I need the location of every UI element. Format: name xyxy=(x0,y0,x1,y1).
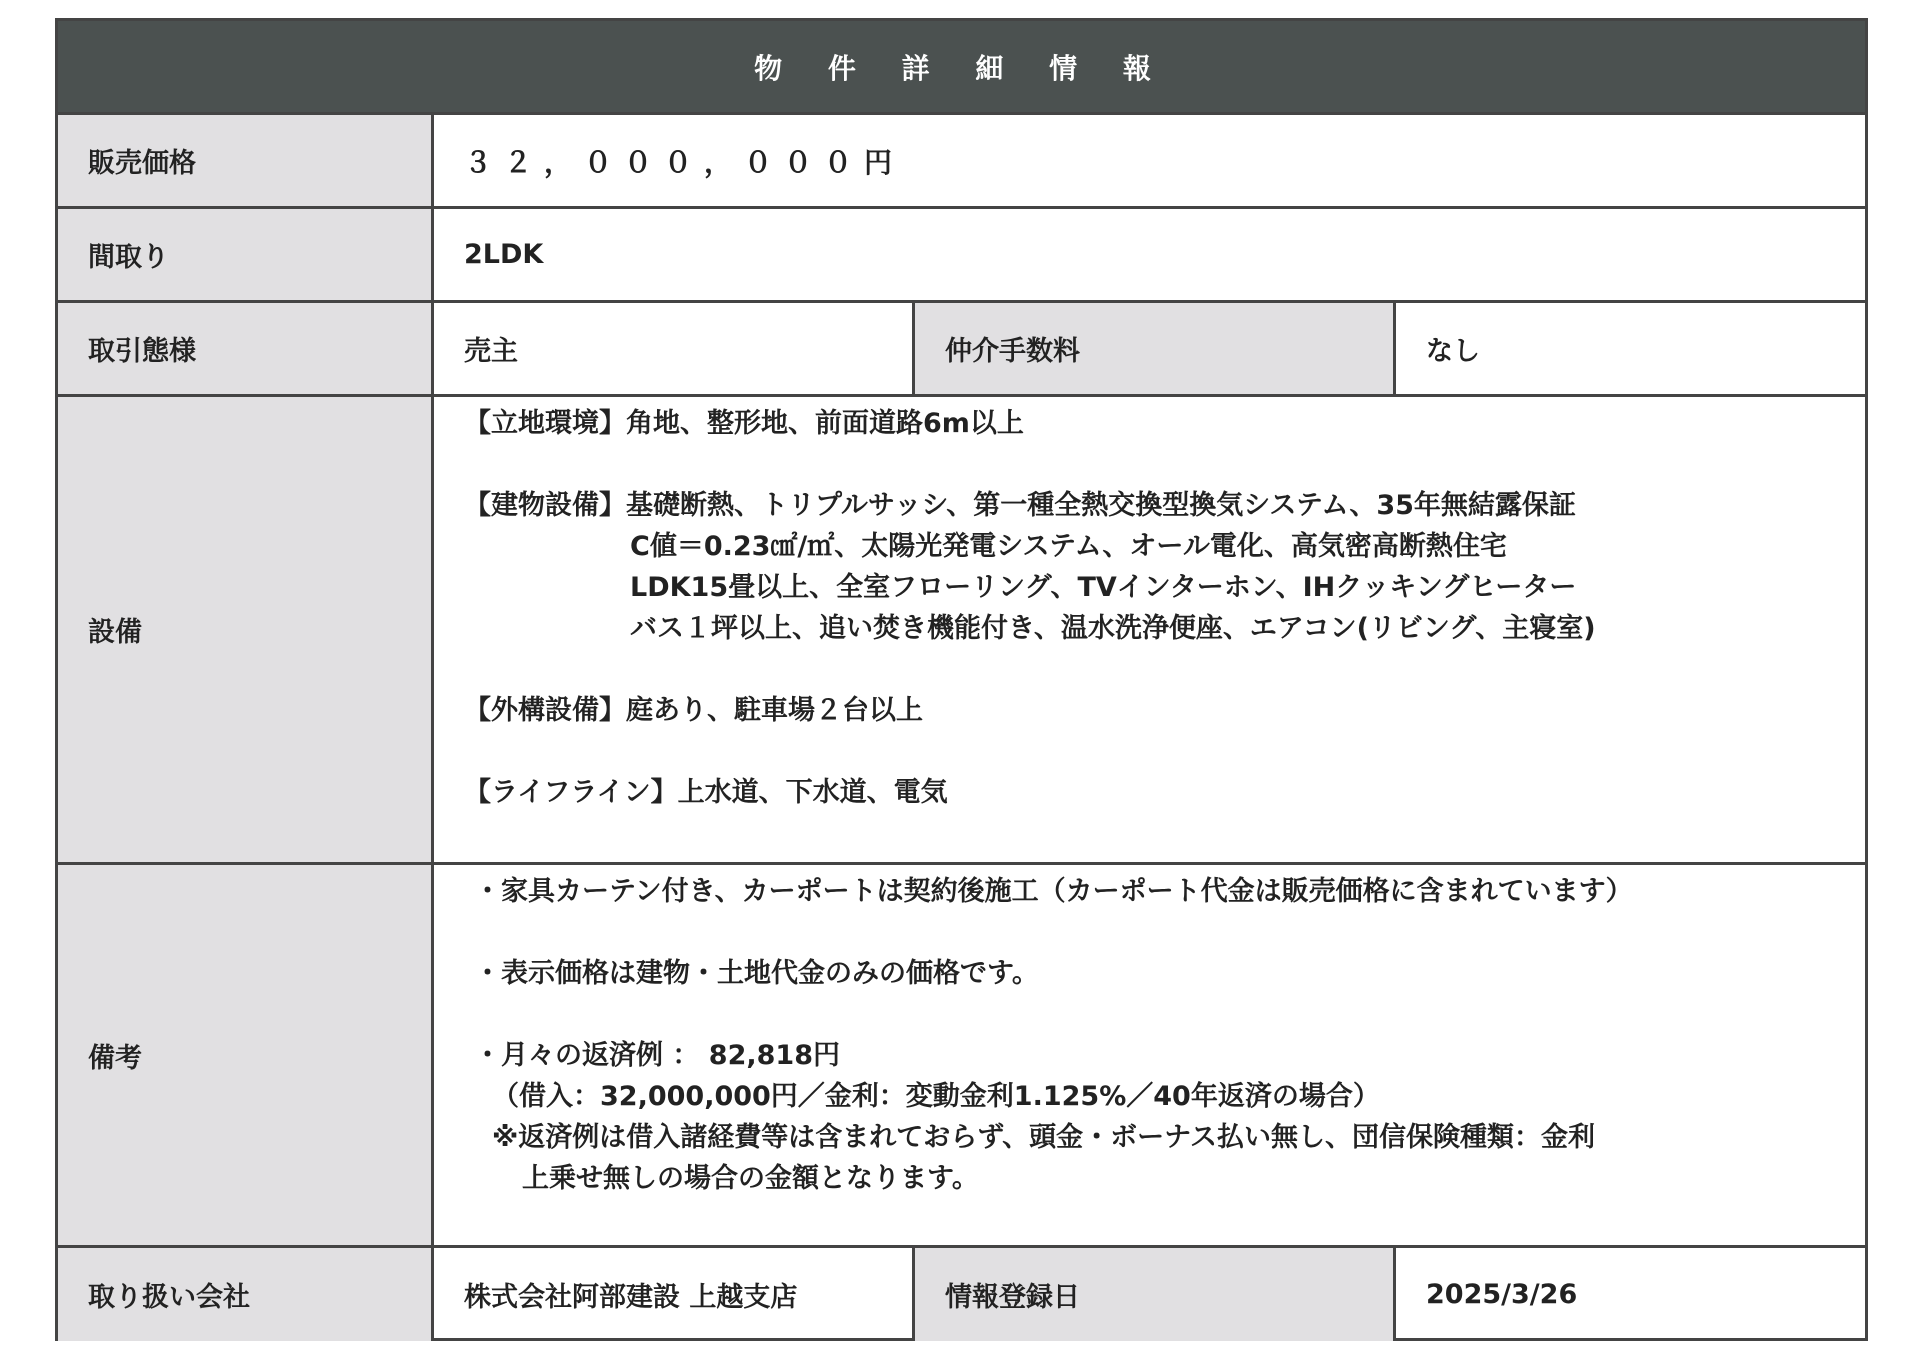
remark-note-continued: 上乗せ無しの場合の金額となります。 xyxy=(522,1163,979,1194)
equipment-label: 設備 xyxy=(58,397,431,862)
brokerage-fee-value: なし xyxy=(1393,303,1865,394)
price-row xyxy=(58,115,1865,209)
layout-row xyxy=(58,209,1865,303)
exterior-equipment: 【外構設備】庭あり、駐車場２台以上 xyxy=(464,695,923,726)
table-title: 物 件 詳 細 情 報 xyxy=(58,21,1865,115)
building-equipment-heading: 【建物設備】基礎断熱、トリプルサッシ、第一種全熱交換型換気システム、35年無結露保証 xyxy=(464,490,1576,521)
layout-label: 間取り xyxy=(58,209,431,300)
remarks-content xyxy=(431,865,1865,1245)
building-equipment-line: バス１坪以上、追い焚き機能付き、温水洗浄便座、エアコン(リビング、主寝室) xyxy=(630,613,1596,644)
company-label: 取り扱い会社 xyxy=(58,1248,431,1341)
building-equipment-line: C値＝0.23㎠/㎡、太陽光発電システム、オール電化、高気密高断熱住宅 xyxy=(630,531,1507,562)
property-details-table xyxy=(55,18,1868,1341)
price-value: ３２，０００，０００円 xyxy=(431,115,1865,206)
layout-value: 2LDK xyxy=(431,209,1865,300)
remark-note: ※返済例は借入諸経費等は含まれておらず、頭金・ボーナス払い無し、団信保険種類：金利 xyxy=(492,1122,1596,1153)
transaction-value: 売主 xyxy=(431,303,912,394)
transaction-label: 取引態様 xyxy=(58,303,431,394)
lifeline: 【ライフライン】上水道、下水道、電気 xyxy=(464,777,948,808)
equipment-content xyxy=(431,397,1865,862)
remark-loan-terms: （借入：32,000,000円／金利：変動金利1.125%／40年返済の場合） xyxy=(492,1081,1380,1112)
remarks-row xyxy=(58,865,1865,1248)
company-value: 株式会社阿部建設 上越支店 xyxy=(431,1248,912,1341)
equipment-row xyxy=(58,397,1865,865)
building-equipment-line: LDK15畳以上、全室フローリング、TVインターホン、IHクッキングヒーター xyxy=(630,572,1577,603)
registration-date-label: 情報登録日 xyxy=(912,1248,1393,1341)
company-row xyxy=(58,1248,1865,1341)
price-label: 販売価格 xyxy=(58,115,431,206)
remarks-label: 備考 xyxy=(58,865,431,1245)
remark-item: ・家具カーテン付き、カーポートは契約後施工（カーポート代金は販売価格に含まれています） xyxy=(474,876,1633,907)
transaction-row xyxy=(58,303,1865,397)
location-environment: 【立地環境】角地、整形地、前面道路6m以上 xyxy=(464,408,1024,439)
registration-date-value: 2025/3/26 xyxy=(1393,1248,1865,1341)
remark-item: ・月々の返済例 ： 82,818円 xyxy=(474,1040,840,1071)
brokerage-fee-label: 仲介手数料 xyxy=(912,303,1393,394)
remark-item: ・表示価格は建物・土地代金のみの価格です。 xyxy=(474,958,1039,989)
